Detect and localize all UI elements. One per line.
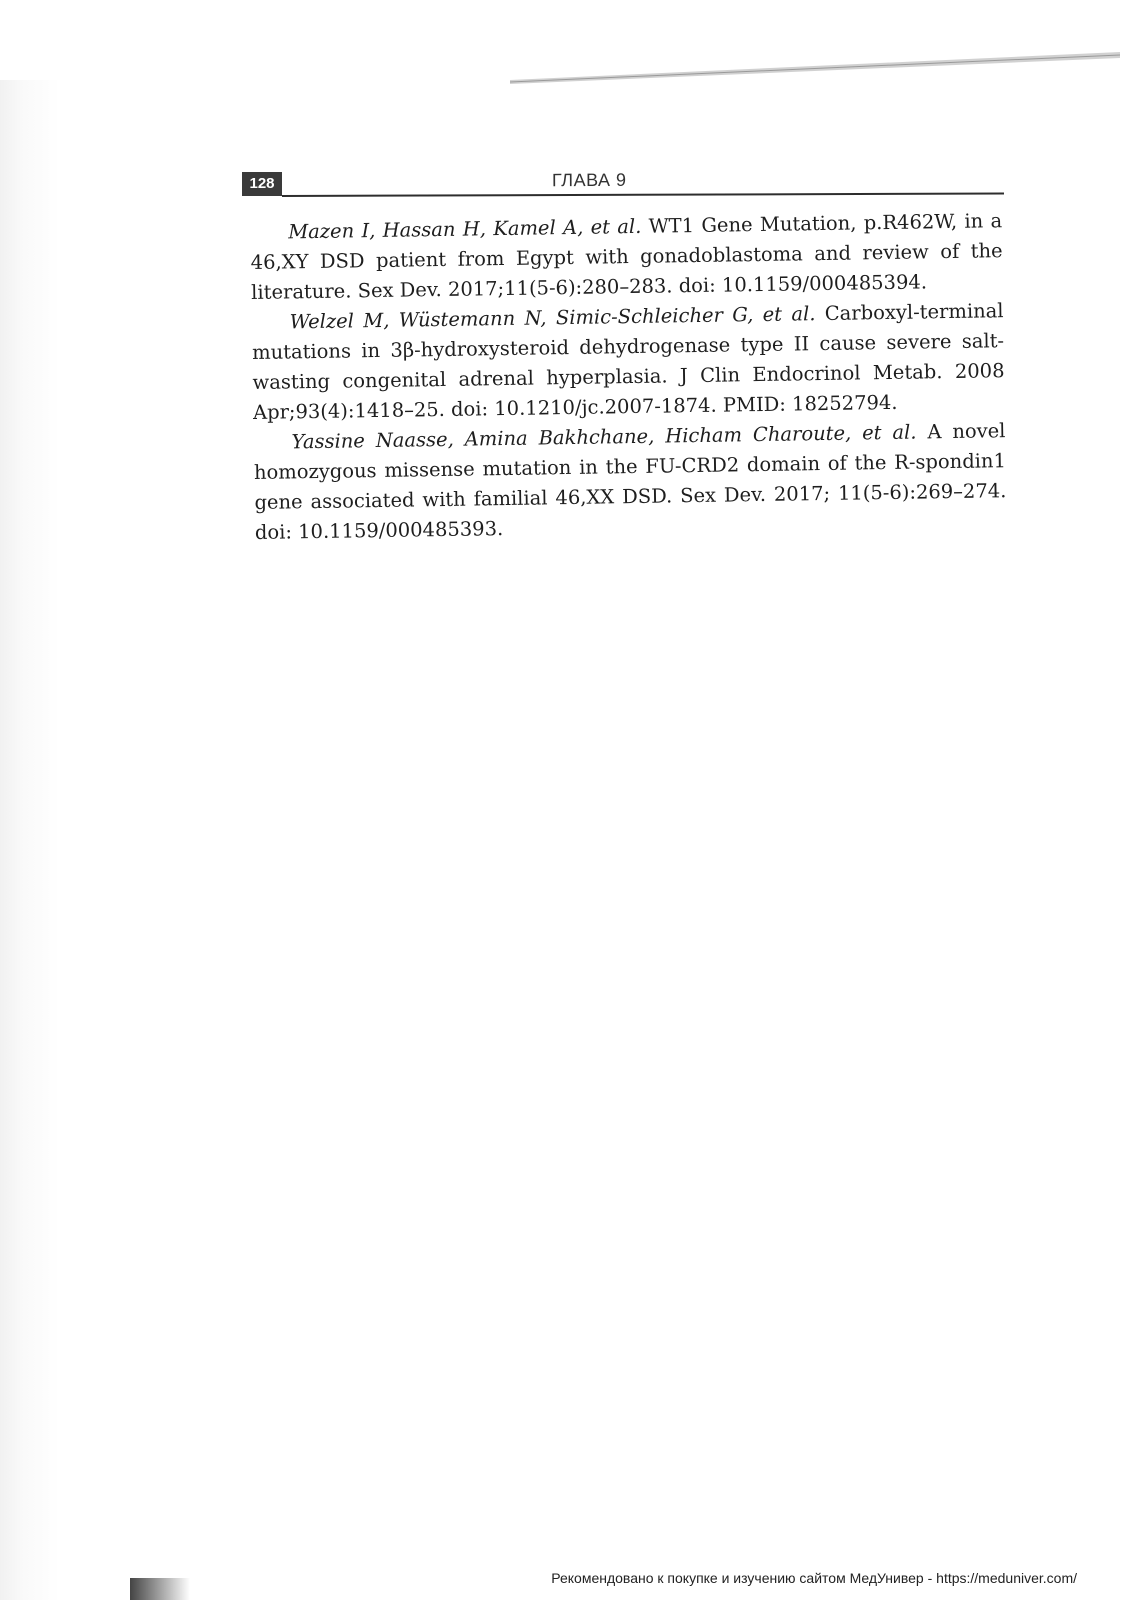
scan-corner-shadow [130, 1578, 190, 1600]
reference-authors: Mazen I, Hassan H, Kamel A, et al. [288, 214, 642, 244]
footer-recommendation: Рекомендовано к покупке и изучению сайтом МедУнивер - https://meduniver.com/ [551, 1570, 1077, 1586]
page-edge-decoration [510, 52, 1120, 86]
reference-authors: Yassine Naasse, Amina Bakhchane, Hicham Charoute, et al. [291, 420, 917, 454]
reference-text: A novel homozygous missense mutation in the FU-CRD2 domain of the R-spondin1 gene associated with familial 46,XX DSD. Sex Dev. 2017; 11(5-6):269–274. doi: 10.1159/000485393. [253, 419, 1007, 544]
chapter-title: ГЛАВА 9 [551, 169, 627, 191]
page-number: 128 [242, 172, 282, 196]
reference-item [253, 416, 1007, 548]
header-rule [282, 192, 1004, 197]
page-edge-shadow [0, 80, 60, 1600]
running-header [242, 170, 1004, 200]
reference-text: Carboxyl-terminal mutations in 3β-hydroxysteroid dehydrogenase type II cause severe salt-wasting congenital adrenal hyperplasia. J Clin Endocrinol Metab. 2008 Apr;93(4):1418–25. doi: 10.1210/jc.2007-1874. PMID: 18252794. [251, 299, 1005, 424]
reference-authors: Welzel M, Wüstemann N, Simic-Schleicher G, et al. [289, 302, 816, 334]
reference-item [251, 296, 1005, 428]
reference-item [250, 206, 1003, 308]
reference-list [250, 206, 1007, 548]
reference-text: WT1 Gene Mutation, p.R462W, in a 46,XY DSD patient from Egypt with gonadoblastoma and review of the literature. Sex Dev. 2017;11(5-6):280–283. doi: 10.1159/000485394. [250, 209, 1003, 304]
